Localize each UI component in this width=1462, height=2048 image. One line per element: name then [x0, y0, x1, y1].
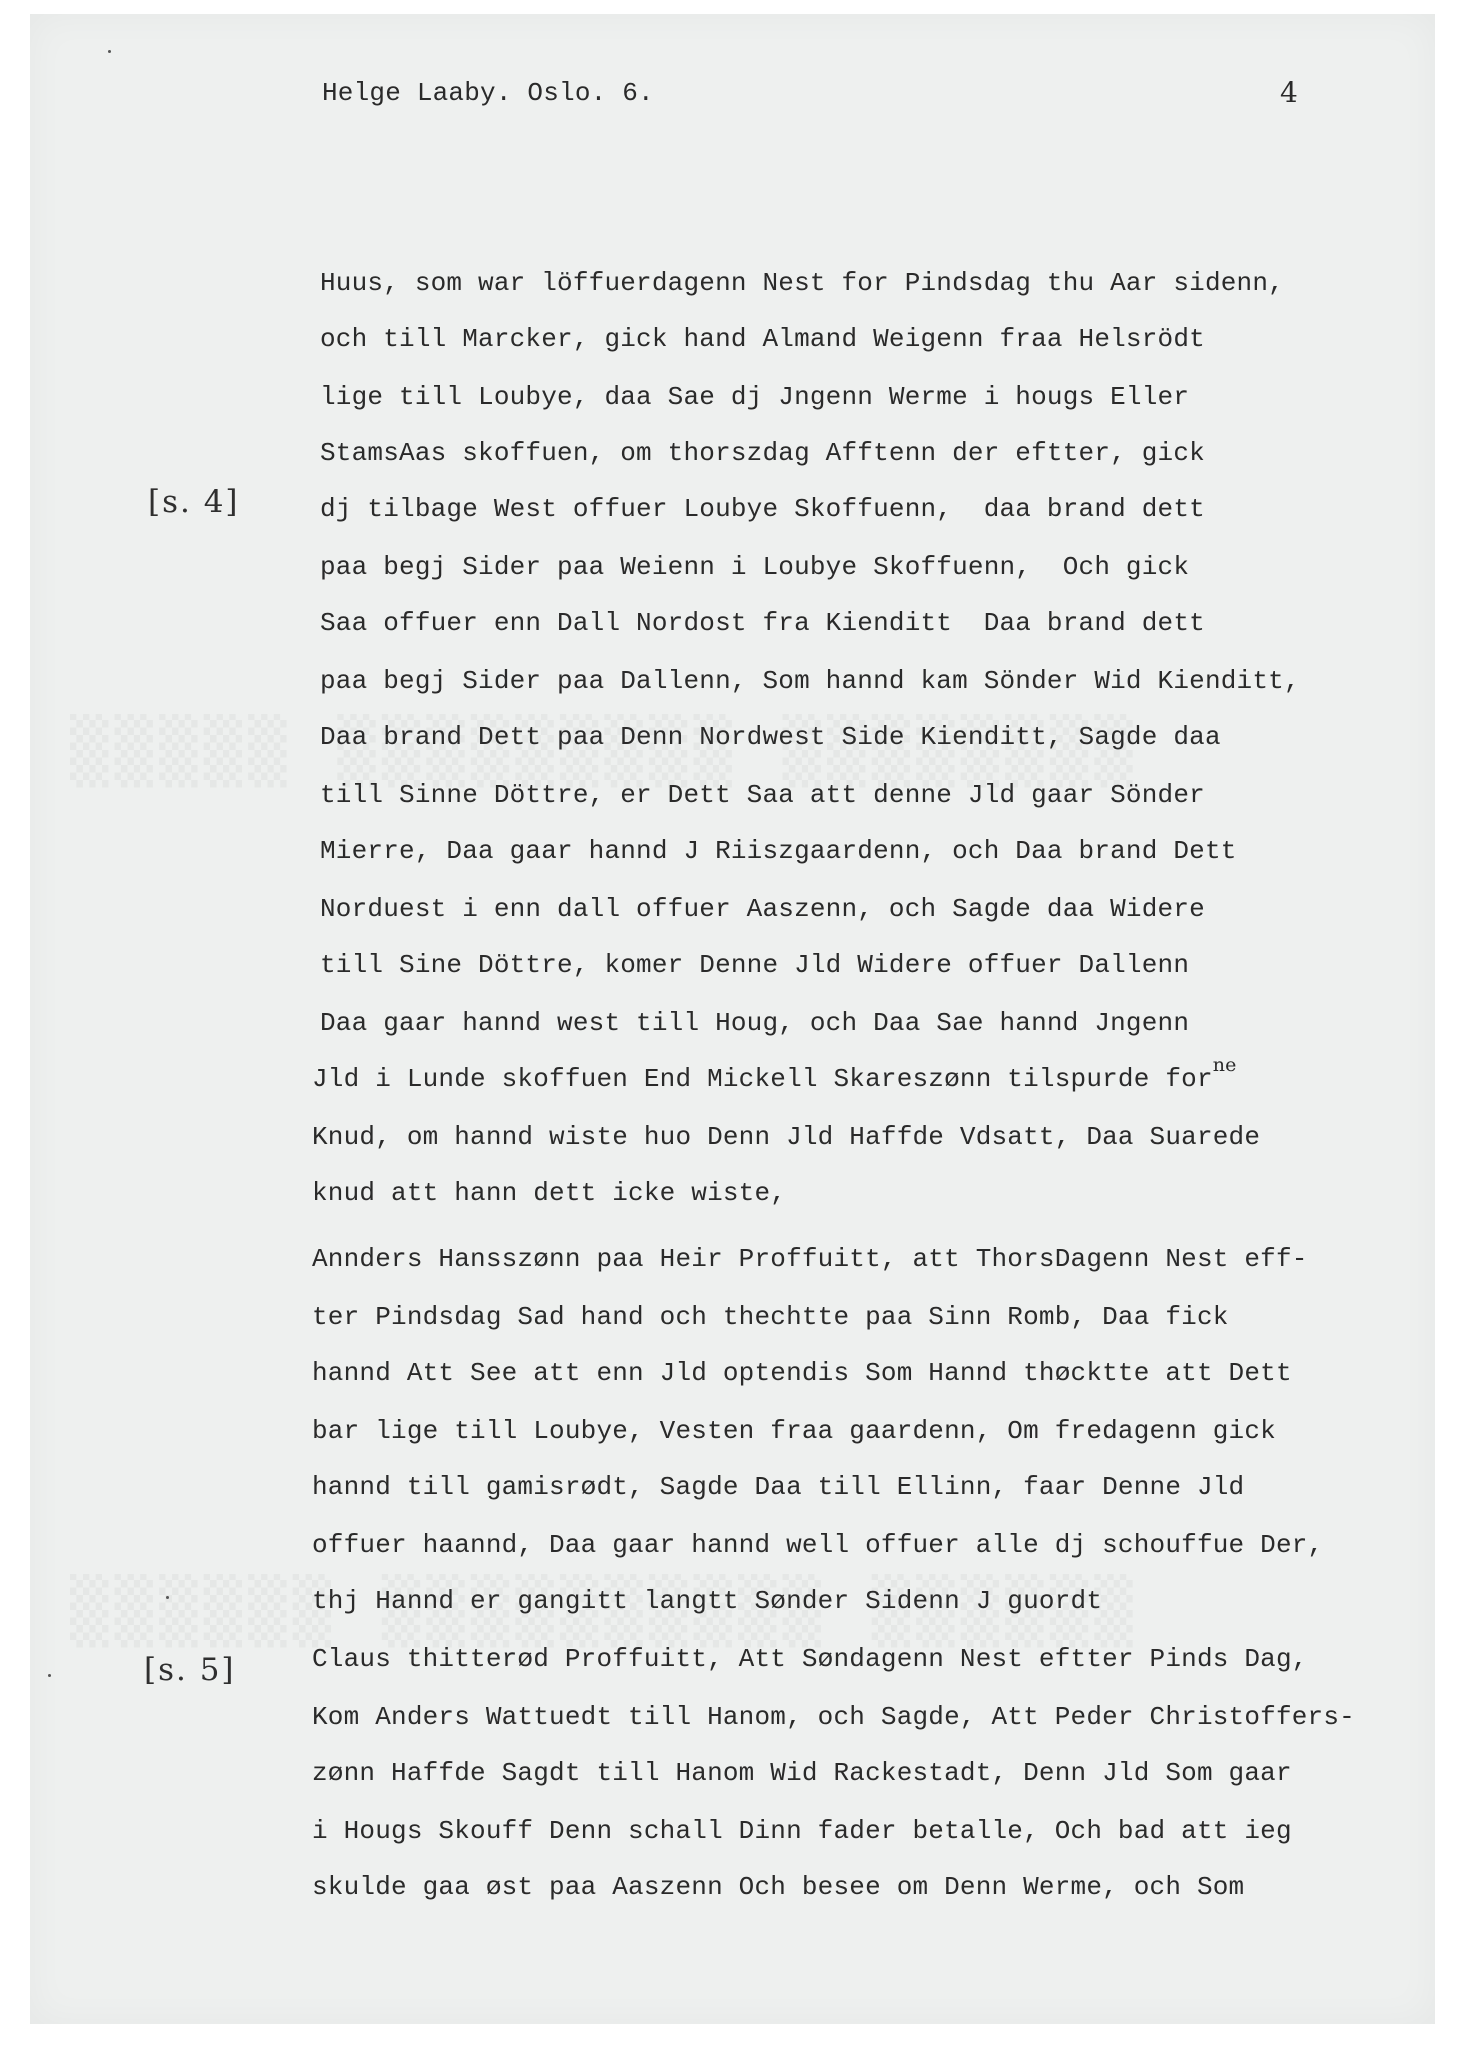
margin-note-s4: [s. 4] — [148, 484, 240, 520]
paper-speck — [166, 1596, 169, 1599]
margin-note-s5: [s. 5] — [144, 1652, 236, 1688]
text-line: dj tilbage West offuer Loubye Skoffuenn, daa brand dett — [320, 494, 1205, 524]
paper-speck — [108, 50, 111, 53]
text-line: Norduest i enn dall offuer Aaszenn, och Sagde daa Widere — [320, 894, 1205, 924]
text-line: i Hougs Skouff Denn schall Dinn fader betalle, Och bad att ieg — [312, 1816, 1292, 1846]
superscript-ne: ne — [1212, 1054, 1237, 1076]
text-line: paa begj Sider paa Weienn i Loubye Skoffuenn, Och gick — [320, 552, 1190, 582]
text-line: Claus thitterød Proffuitt, Att Søndagenn Nest eftter Pinds Dag, — [312, 1644, 1308, 1674]
text-line: paa begj Sider paa Dallenn, Som hannd kam Sönder Wid Kienditt, — [320, 666, 1300, 696]
text-line: och till Marcker, gick hand Almand Weigenn fraa Helsrödt — [320, 324, 1205, 354]
text-line: hannd Att See att enn Jld optendis Som Hannd thøcktte att Dett — [312, 1358, 1292, 1388]
text-line: hannd till gamisrødt, Sagde Daa till Ellinn, faar Denne Jld — [312, 1472, 1245, 1502]
text-line: Daa gaar hannd west till Houg, och Daa Sae hannd Jngenn — [320, 1008, 1190, 1038]
text-line: lige till Loubye, daa Sae dj Jngenn Werme i hougs Eller — [320, 382, 1190, 412]
text-line: skulde gaa øst paa Aaszenn Och besee om Denn Werme, och Som — [312, 1872, 1245, 1902]
text-line: knud att hann dett icke wiste, — [312, 1178, 787, 1208]
text-line: till Sinne Döttre, er Dett Saa att denne Jld gaar Sönder — [320, 780, 1205, 810]
page-number: 4 — [1280, 76, 1298, 109]
text-line: Saa offuer enn Dall Nordost fra Kienditt Daa brand dett — [320, 608, 1205, 638]
paper-speck — [48, 1674, 51, 1677]
text-line: Knud, om hannd wiste huo Denn Jld Haffde Vdsatt, Daa Suarede — [312, 1122, 1261, 1152]
text-line: thj Hannd er gangitt langtt Sønder Sidenn J guordt — [312, 1586, 1103, 1616]
document-page — [30, 14, 1435, 2024]
text-line: Annders Hansszønn paa Heir Proffuitt, att ThorsDagenn Nest eff- — [312, 1244, 1308, 1274]
text-line-with-superscript — [312, 1054, 1237, 1094]
text-line: Daa brand Dett paa Denn Nordwest Side Kienditt, Sagde daa — [320, 722, 1221, 752]
text-line: zønn Haffde Sagdt till Hanom Wid Rackestadt, Denn Jld Som gaar — [312, 1758, 1292, 1788]
page-header: Helge Laaby. Oslo. 6. — [322, 78, 654, 108]
text-line: till Sine Döttre, komer Denne Jld Widere offuer Dallenn — [320, 950, 1190, 980]
text-line: StamsAas skoffuen, om thorszdag Afftenn der eftter, gick — [320, 438, 1205, 468]
text-line: ter Pindsdag Sad hand och thechtte paa Sinn Romb, Daa fick — [312, 1302, 1229, 1332]
text-line: offuer haannd, Daa gaar hannd well offuer alle dj schouffue Der, — [312, 1530, 1324, 1560]
text-line: Jld i Lunde skoffuen End Mickell Skareszønn tilspurde for — [312, 1064, 1213, 1094]
text-line: bar lige till Loubye, Vesten fraa gaardenn, Om fredagenn gick — [312, 1416, 1276, 1446]
text-line: Huus, som war löffuerdagenn Nest for Pindsdag thu Aar sidenn, — [320, 268, 1284, 298]
text-line: Kom Anders Wattuedt till Hanom, och Sagde, Att Peder Christoffers- — [312, 1702, 1355, 1732]
text-line: Mierre, Daa gaar hannd J Riiszgaardenn, och Daa brand Dett — [320, 836, 1237, 866]
